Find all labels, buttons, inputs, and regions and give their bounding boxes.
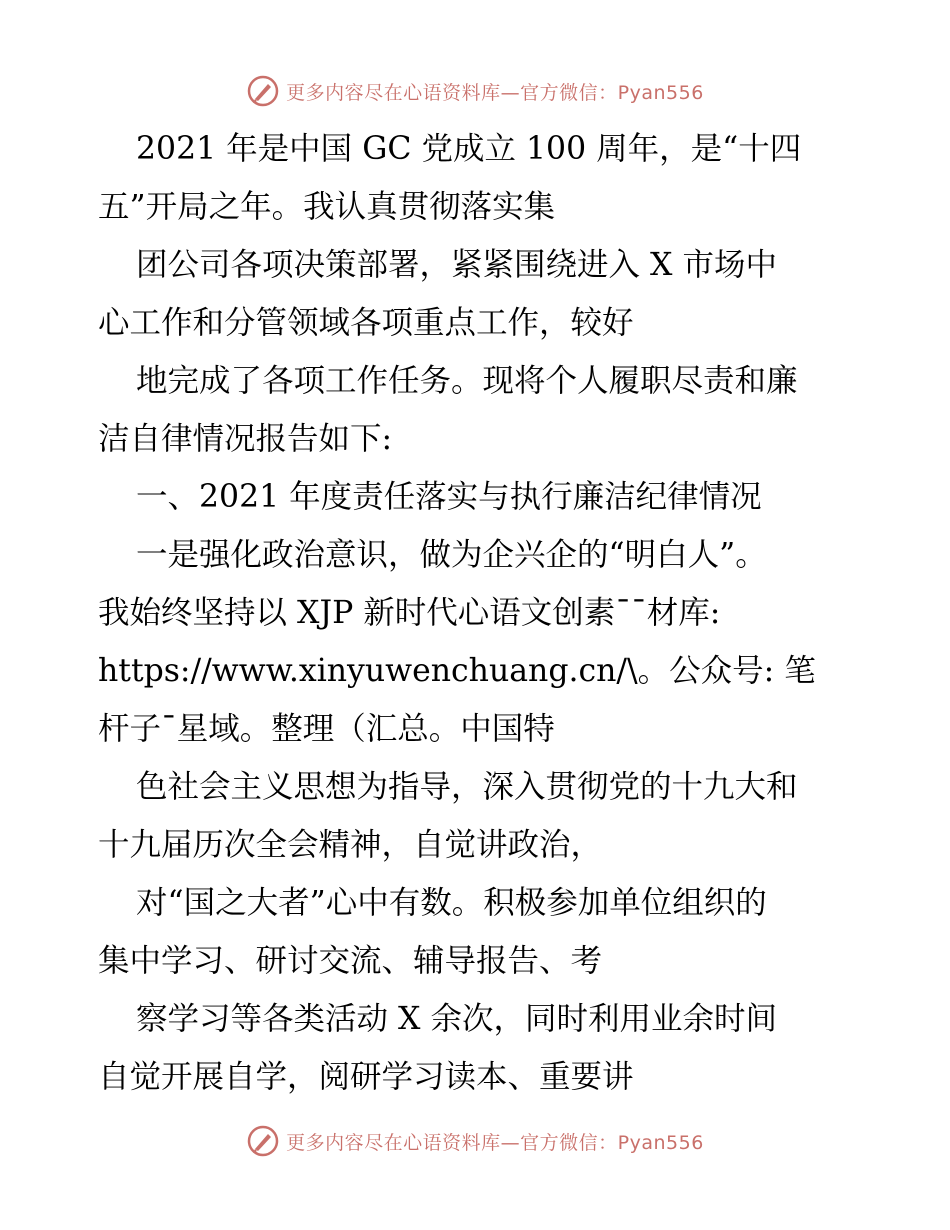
paragraph-line: 心工作和分管领域各项重点工作，较好 [98,305,634,341]
paragraph-line: 我始终坚持以 XJP 新时代心语文创素¯¯材库: [98,595,721,631]
header-watermark [0,71,950,111]
pen-logo-icon [246,1124,280,1158]
paragraph-line: 地完成了各项工作任务。现将个人履职尽责和廉 [136,363,798,399]
paragraph-line: 对“国之大者”心中有数。积极参加单位组织的 [136,885,767,921]
paragraph-line: 洁自律情况报告如下: [98,421,393,457]
pen-logo-icon [246,74,280,108]
footer-watermark [0,1121,950,1161]
paragraph-line: 集中学习、研讨交流、辅导报告、考 [98,943,603,979]
document-body [98,120,858,1106]
watermark-text: 更多内容尽在心语资料库—官方微信：Pyan556 [286,1131,704,1154]
paragraph-line: 色社会主义思想为指导，深入贯彻党的十九大和 [136,769,798,805]
paragraph-line: 团公司各项决策部署，紧紧围绕进入 X 市场中 [136,247,777,283]
paragraph-line: 察学习等各类活动 X 余次，同时利用业余时间 [136,1001,777,1037]
paragraph-line: 五”开局之年。我认真贯彻落实集 [98,189,556,225]
paragraph-line: 自觉开展自学，阅研学习读本、重要讲 [98,1059,634,1095]
paragraph-line: https://www.xinyuwenchuang.cn/\。公众号: 笔 [98,653,816,689]
watermark-text: 更多内容尽在心语资料库—官方微信：Pyan556 [286,81,704,104]
paragraph-line: 十九届历次全会精神，自觉讲政治， [98,827,603,863]
paragraph-line: 杆子¯星域。整理（汇总。中国特 [98,711,555,747]
section-heading: 一、2021 年度责任落实与执行廉洁纪律情况 [136,479,762,515]
paragraph-line: 2021 年是中国 GC 党成立 100 周年，是“十四 [136,131,802,167]
paragraph-line: 一是强化政治意识，做为企兴企的“明白人”。 [136,537,767,573]
